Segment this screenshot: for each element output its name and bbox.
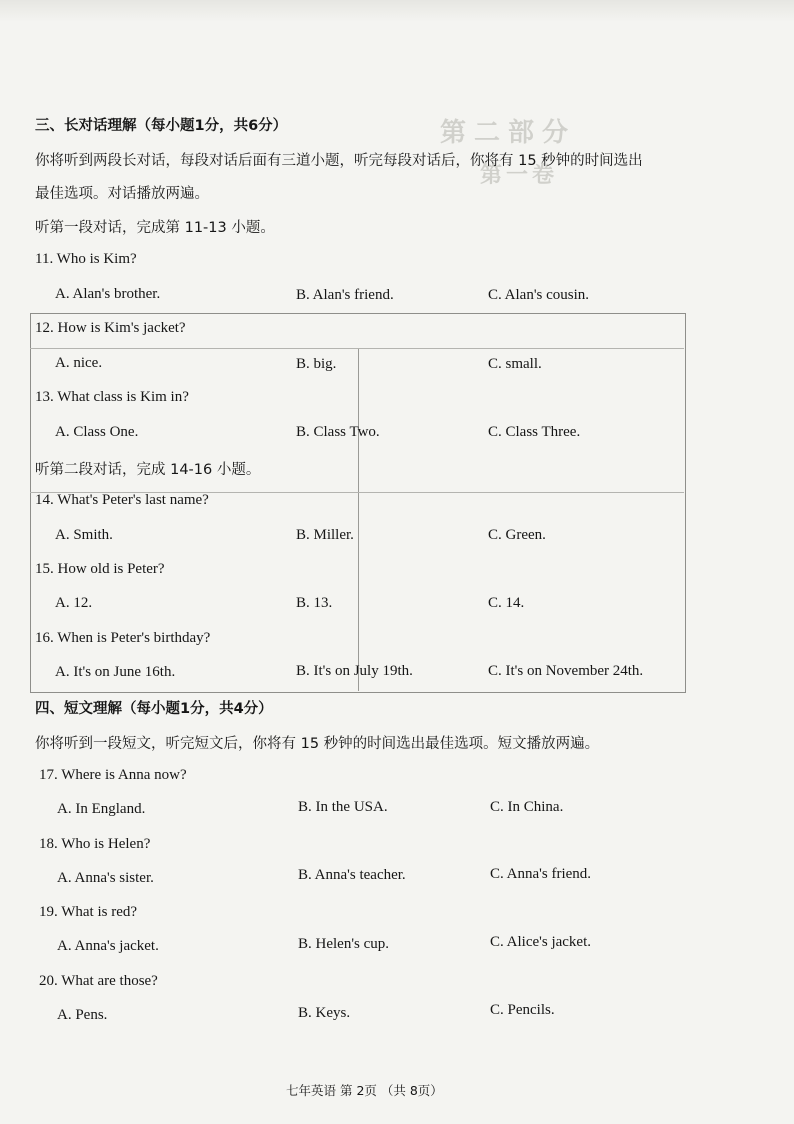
bleed-through-divider <box>358 348 359 691</box>
question-text: 19. What is red? <box>39 904 138 920</box>
section-instruction: 你将听到一段短文，听完短文后，你将有 15 秒钟的时间选出最佳选项。短文播放两遍。 <box>35 736 600 752</box>
question-text: 15. How old is Peter? <box>35 561 165 577</box>
option-b[interactable]: B. big. <box>296 356 337 372</box>
section-instruction: 最佳选项。对话播放两遍。 <box>35 186 209 202</box>
question-text: 11. Who is Kim? <box>35 251 137 267</box>
question-text: 14. What's Peter's last name? <box>35 492 209 508</box>
question-text: 12. How is Kim's jacket? <box>35 320 186 336</box>
option-c[interactable]: C. Pencils. <box>490 1002 555 1018</box>
option-a[interactable]: A. Anna's sister. <box>57 870 154 886</box>
question-text: 20. What are those? <box>39 973 158 989</box>
option-c[interactable]: C. small. <box>488 356 542 372</box>
option-c[interactable]: C. Green. <box>488 527 546 543</box>
bleed-through-title: 第二部分 <box>440 118 577 148</box>
option-b[interactable]: B. Miller. <box>296 527 354 543</box>
option-b[interactable]: B. Keys. <box>298 1005 351 1021</box>
option-a[interactable]: A. In England. <box>57 801 146 817</box>
scan-top-edge <box>0 0 794 22</box>
option-c[interactable]: C. Alan's cousin. <box>488 287 590 303</box>
option-a[interactable]: A. Smith. <box>55 527 113 543</box>
page-footer: 七年英语 第 2页 （共 8页） <box>286 1083 443 1098</box>
bleed-through-subtitle: 第一卷 <box>480 162 559 188</box>
option-b[interactable]: B. Alan's friend. <box>296 287 394 303</box>
option-b[interactable]: B. Helen's cup. <box>298 936 390 952</box>
option-a[interactable]: A. Anna's jacket. <box>57 938 159 954</box>
option-b[interactable]: B. It's on July 19th. <box>296 663 413 679</box>
question-text: 18. Who is Helen? <box>39 836 151 852</box>
option-c[interactable]: C. 14. <box>488 595 525 611</box>
option-c[interactable]: C. Alice's jacket. <box>490 934 592 950</box>
section-heading: 三、长对话理解（每小题1分，共6分） <box>35 118 288 134</box>
question-text: 17. Where is Anna now? <box>39 767 187 783</box>
option-c[interactable]: C. It's on November 24th. <box>488 663 644 679</box>
option-a[interactable]: A. nice. <box>55 355 103 371</box>
dialogue-note: 听第二段对话，完成 14-16 小题。 <box>35 462 261 478</box>
option-b[interactable]: B. Class Two. <box>296 424 380 440</box>
option-a[interactable]: A. Class One. <box>55 424 139 440</box>
option-b[interactable]: B. 13. <box>296 595 333 611</box>
option-b[interactable]: B. Anna's teacher. <box>298 867 406 883</box>
option-b[interactable]: B. In the USA. <box>298 799 388 815</box>
option-a[interactable]: A. Alan's brother. <box>55 286 161 302</box>
option-a[interactable]: A. 12. <box>55 595 93 611</box>
option-c[interactable]: C. Class Three. <box>488 424 581 440</box>
question-text: 16. When is Peter's birthday? <box>35 630 211 646</box>
option-c[interactable]: C. Anna's friend. <box>490 866 592 882</box>
bleed-through-rule <box>30 348 684 349</box>
option-c[interactable]: C. In China. <box>490 799 564 815</box>
section-heading: 四、短文理解（每小题1分，共4分） <box>35 701 273 717</box>
section-instruction: 你将听到两段长对话，每段对话后面有三道小题，听完每段对话后，你将有 15 秒钟的时间选出 <box>35 153 643 169</box>
dialogue-note: 听第一段对话，完成第 11-13 小题。 <box>35 220 275 236</box>
option-a[interactable]: A. It's on June 16th. <box>55 664 176 680</box>
question-text: 13. What class is Kim in? <box>35 389 189 405</box>
option-a[interactable]: A. Pens. <box>57 1007 108 1023</box>
